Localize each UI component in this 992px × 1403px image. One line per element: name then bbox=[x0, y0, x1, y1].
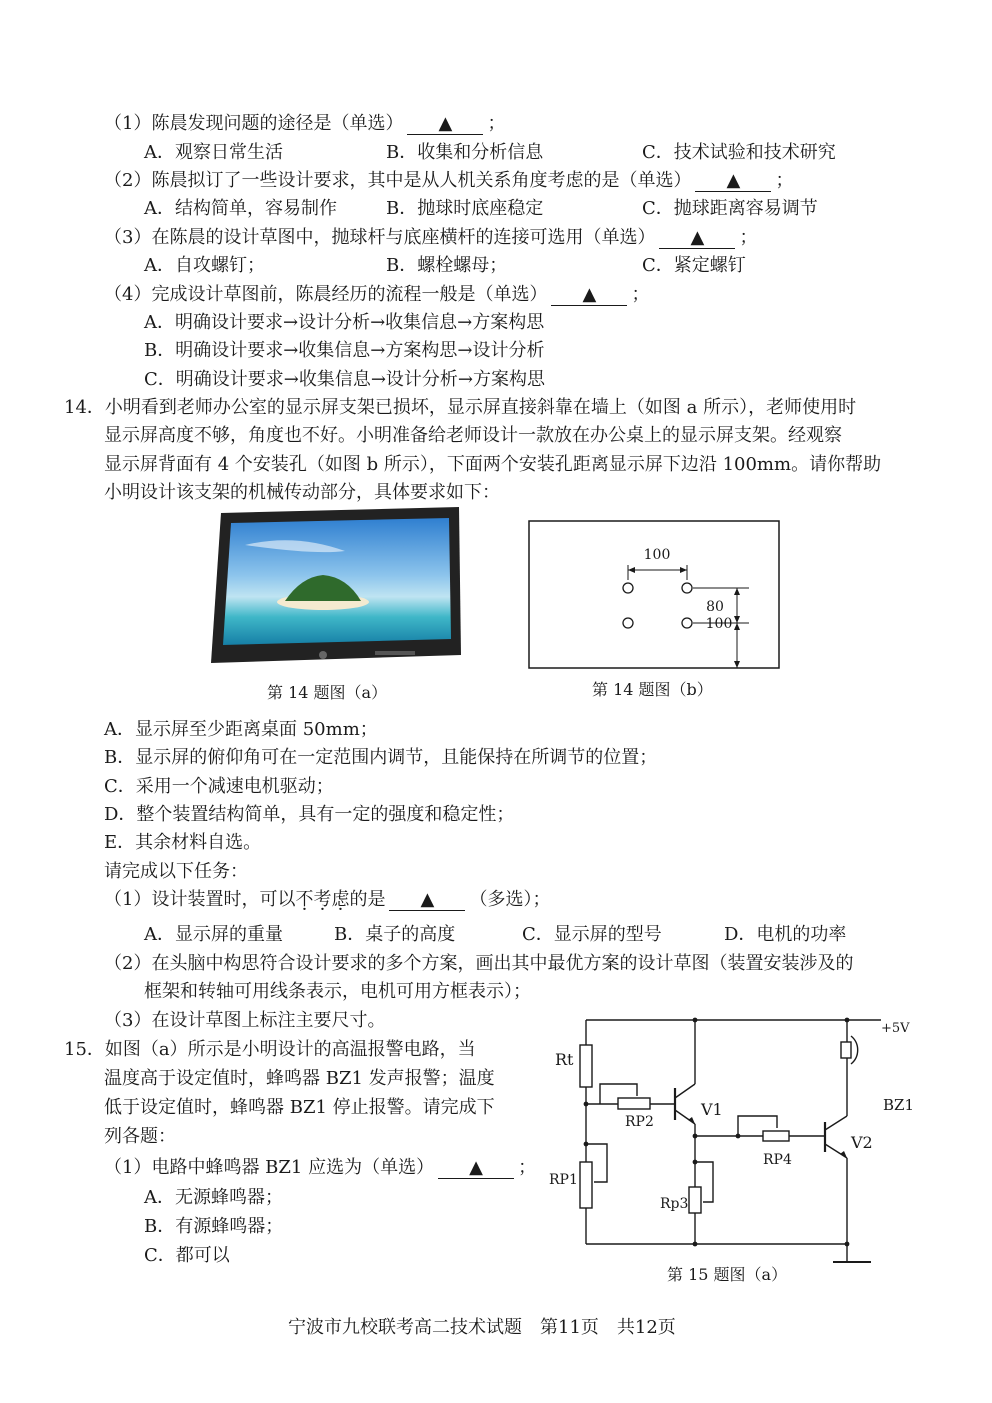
dim-100-low: 100 bbox=[705, 616, 733, 632]
diagram-frame bbox=[529, 521, 779, 668]
q15-para-line2: 温度高于设定值时，蜂鸣器 BZ1 发声报警；温度 bbox=[104, 1068, 495, 1089]
q15-para-line4: 列各题： bbox=[104, 1126, 176, 1147]
q13-sub3-option-c: C．紧定螺钉 bbox=[642, 255, 746, 276]
mount-hole bbox=[682, 618, 692, 628]
v2-collector bbox=[825, 1116, 847, 1130]
mount-hole bbox=[623, 583, 633, 593]
rp4-label: RP4 bbox=[763, 1152, 792, 1168]
rp4-wiper bbox=[738, 1116, 777, 1136]
q14-para-line4: 小明设计该支架的机械传动部分，具体要求如下： bbox=[104, 482, 500, 503]
q15-option-a: A．无源蜂鸣器； bbox=[144, 1187, 283, 1208]
q14-req-c: C．采用一个减速电机驱动； bbox=[104, 776, 334, 797]
q13-sub4-option-a: A．明确设计要求→设计分析→收集信息→方案构思 bbox=[144, 312, 545, 333]
q13-sub2: （2）陈晨拟订了一些设计要求，其中是从人机关系角度考虑的是（单选） ▲ ； bbox=[104, 170, 794, 191]
q13-sub2-option-a: A．结构简单，容易制作 bbox=[144, 198, 337, 219]
q14-req-a: A．显示屏至少距离桌面 50mm； bbox=[104, 719, 378, 740]
q13-sub4: （4）完成设计草图前，陈晨经历的流程一般是（单选） ▲ ； bbox=[104, 284, 650, 305]
potentiometer-rp3 bbox=[689, 1187, 701, 1213]
potentiometer-rp2 bbox=[618, 1098, 650, 1109]
junction-dot bbox=[584, 1142, 589, 1147]
vcc-label: +5V bbox=[881, 1021, 910, 1036]
v1-emitter-arrow bbox=[688, 1117, 695, 1124]
q14-task1-option-c: C．显示屏的型号 bbox=[522, 924, 662, 945]
q13-sub3-option-b: B．螺栓螺母； bbox=[386, 255, 508, 276]
q14-task2-line2: 框架和转轴可用线条表示，电机可用方框表示）； bbox=[144, 981, 531, 1002]
q14-task1-option-b: B．桌子的高度 bbox=[334, 924, 456, 945]
monitor-buttons bbox=[375, 651, 415, 655]
q14-para-line1: 14．小明看到老师办公室的显示屏支架已损坏，显示屏直接斜靠在墙上（如图 a 所示），老师使用时 bbox=[64, 397, 857, 418]
q14-task1: （1）设计装置时，可以不考虑的是 ▲ （多选）； bbox=[104, 889, 551, 910]
monitor-figure bbox=[205, 505, 467, 670]
q13-sub2-option-b: B．抛球时底座稳定 bbox=[386, 198, 544, 219]
q13-sub1: （1）陈晨发现问题的途径是（单选） ▲ ； bbox=[104, 113, 506, 134]
v2-emitter-arrow bbox=[840, 1151, 847, 1158]
q13-sub4-option-b: B．明确设计要求→收集信息→方案构思→设计分析 bbox=[144, 340, 545, 361]
potentiometer-rp1 bbox=[580, 1162, 592, 1208]
q14-task1-option-d: D．电机的功率 bbox=[724, 924, 847, 945]
q14-req-d: D．整个装置结构简单，具有一定的强度和稳定性； bbox=[104, 804, 515, 825]
q14-para-line3: 显示屏背面有 4 个安装孔（如图 b 所示），下面两个安装孔距离显示屏下边沿 100mm。请你帮助 bbox=[104, 454, 882, 475]
rp1-label: RP1 bbox=[549, 1172, 578, 1188]
junction-dot bbox=[693, 1242, 698, 1247]
hole-layout-diagram bbox=[527, 518, 783, 672]
rp3-label: Rp3 bbox=[660, 1196, 689, 1212]
power-logo-icon bbox=[319, 651, 327, 659]
rp1-wiper bbox=[586, 1144, 607, 1182]
alarm-circuit-diagram bbox=[545, 1012, 923, 1267]
answer-blank: ▲ bbox=[659, 228, 735, 249]
q15-para-line3: 低于设定值时，蜂鸣器 BZ1 停止报警。请完成下 bbox=[104, 1097, 495, 1118]
v1-collector bbox=[675, 1084, 695, 1098]
junction-dot bbox=[845, 1242, 850, 1247]
buzzer-icon bbox=[851, 1036, 858, 1064]
q14-req-e: E．其余材料自选。 bbox=[104, 832, 262, 853]
junction-dot bbox=[693, 1134, 698, 1139]
q13-sub1-option-b: B．收集和分析信息 bbox=[386, 142, 544, 163]
q13-sub3-option-a: A．自攻螺钉； bbox=[144, 255, 265, 276]
answer-blank: ▲ bbox=[389, 890, 465, 911]
junction-dot bbox=[693, 1018, 698, 1023]
q14-para-line2: 显示屏高度不够，角度也不好。小明准备给老师设计一款放在办公桌上的显示屏支架。经观察 bbox=[104, 425, 842, 446]
answer-blank: ▲ bbox=[551, 285, 627, 306]
dim-80: 80 bbox=[706, 599, 724, 615]
q13-sub2-option-c: C．抛球距离容易调节 bbox=[642, 198, 818, 219]
q13-sub3: （3）在陈晨的设计草图中，抛球杆与底座横杆的连接可选用（单选） ▲ ； bbox=[104, 227, 758, 248]
rp2-label: RP2 bbox=[625, 1114, 654, 1130]
q15-option-b: B．有源蜂鸣器； bbox=[144, 1216, 284, 1237]
resistor-rt bbox=[580, 1045, 592, 1087]
q14-task3: （3）在设计草图上标注主要尺寸。 bbox=[104, 1010, 386, 1031]
fig14b-caption: 第 14 题图（b） bbox=[592, 680, 713, 699]
v1-label: V1 bbox=[701, 1100, 723, 1119]
junction-dot bbox=[845, 1018, 850, 1023]
v2-label: V2 bbox=[851, 1133, 873, 1152]
page-footer: 宁波市九校联考高二技术试题 第11页 共12页 bbox=[288, 1317, 676, 1338]
q14-req-b: B．显示屏的俯仰角可在一定范围内调节，且能保持在所调节的位置； bbox=[104, 747, 658, 768]
answer-blank: ▲ bbox=[407, 114, 483, 135]
q13-sub1-option-a: A．观察日常生活 bbox=[144, 142, 283, 163]
fig14a-caption: 第 14 题图（a） bbox=[267, 683, 388, 702]
buzzer-body bbox=[841, 1042, 851, 1058]
junction-dot bbox=[736, 1134, 741, 1139]
answer-blank: ▲ bbox=[695, 171, 771, 192]
answer-blank: ▲ bbox=[438, 1158, 514, 1179]
q15-para-line1: 15．如图（a）所示是小明设计的高温报警电路，当 bbox=[64, 1039, 476, 1060]
junction-dot bbox=[693, 1160, 698, 1165]
junction-dot bbox=[584, 1102, 589, 1107]
potentiometer-rp4 bbox=[763, 1131, 789, 1141]
q15-sub1: （1）电路中蜂鸣器 BZ1 应选为（单选） ▲ ； bbox=[104, 1157, 537, 1178]
q14-task2-line1: （2）在头脑中构思符合设计要求的多个方案，画出其中最优方案的设计草图（装置安装涉及的 bbox=[104, 953, 854, 974]
fig15a-caption: 第 15 题图（a） bbox=[667, 1265, 788, 1284]
mount-hole bbox=[623, 618, 633, 628]
rp3-wiper bbox=[695, 1162, 713, 1202]
dim-100-top: 100 bbox=[643, 547, 671, 563]
mount-hole bbox=[682, 583, 692, 593]
q14-task1-option-a: A．显示屏的重量 bbox=[144, 924, 283, 945]
q13-sub4-option-c: C．明确设计要求→收集信息→设计分析→方案构思 bbox=[144, 369, 546, 390]
rt-label: Rt bbox=[555, 1050, 574, 1069]
q13-sub1-option-c: C．技术试验和技术研究 bbox=[642, 142, 836, 163]
bz1-label: BZ1 bbox=[883, 1096, 914, 1114]
q14-task-heading: 请完成以下任务： bbox=[104, 861, 248, 882]
q15-option-c: C．都可以 bbox=[144, 1245, 230, 1266]
